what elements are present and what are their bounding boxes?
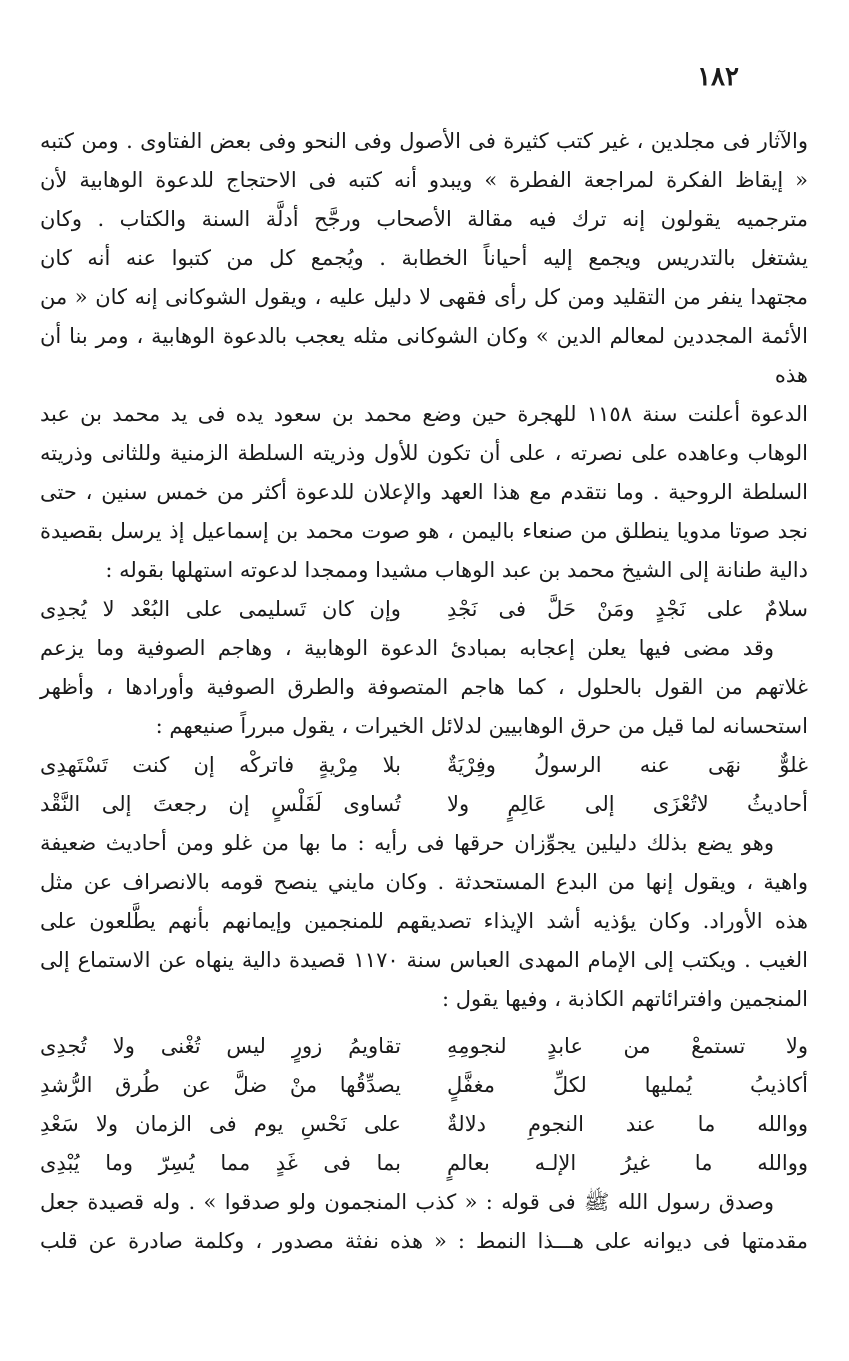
verse-line bbox=[40, 1144, 808, 1183]
verse-second-hemistich: وإن كان تَسليمى على البُعْد لا يُجدِى bbox=[40, 597, 401, 621]
paragraph bbox=[40, 1183, 808, 1261]
verse-second-hemistich: على نَحْسِ يوم فى الزمان ولا سَعْدِ bbox=[40, 1112, 401, 1136]
verse-line bbox=[40, 590, 808, 629]
text-line: استحسانه لما قيل من حرق الوهابيين لدلائل الخيرات ، يقول مبرراً صنيعهم : bbox=[155, 714, 808, 738]
verse-first-hemistich: غلوٌّ نهَى عنه الرسولُ وفِرْيَةٌ bbox=[447, 753, 808, 777]
verse-first-hemistich: ولا تستمعْ من عابدٍ لنجومِهِ bbox=[447, 1034, 808, 1058]
text-line: مجتهدا ينفر من التقليد ومن كل رأى فقهى لا دليل عليه ، ويقول الشوكانى إنه كان « من bbox=[40, 285, 808, 309]
text-line: وصدق رسول الله ﷺ فى قوله : « كذب المنجمون ولو صدقوا » . وله قصيدة جعل bbox=[40, 1190, 774, 1214]
verse-second-hemistich: بما فى غَدٍ مما يُسِرّ وما يُبْدِى bbox=[40, 1151, 401, 1175]
text-line: مقدمتها فى ديوانه على هـــذا النمط : « هذه نفثة مصدور ، وكلمة صادرة عن قلب bbox=[40, 1229, 808, 1253]
verse-line bbox=[40, 746, 808, 785]
paragraph bbox=[40, 629, 808, 746]
text-line: وقد مضى فيها يعلن إعجابه بمبادئ الدعوة الوهابية ، وهاجم الصوفية وما يزعم bbox=[40, 636, 774, 660]
text-line: يشتغل بالتدريس ويجمع إليه أحياناً الخطابة . ويُجمع كل من كتبوا عنه أنه كان bbox=[40, 246, 808, 270]
verse-first-hemistich: ووالله ما غيرُ الإلـه بعالمٍ bbox=[447, 1151, 808, 1175]
text-line: الأئمة المجددين لمعالم الدين » وكان الشوكانى مثله يعجب بالدعوة الوهابية ، ومر بنا أن هذه bbox=[40, 324, 808, 387]
text-line: « إيقاظ الفكرة لمراجعة الفطرة » ويبدو أنه كتبه فى الاحتجاج للدعوة الوهابية لأن bbox=[40, 168, 808, 192]
text-line: الدعوة أعلنت سنة ١١٥٨ للهجرة حين وضع محمد بن سعود يده فى يد محمد بن عبد bbox=[40, 402, 808, 426]
paragraph bbox=[40, 824, 808, 1019]
verse-second-hemistich: بلا مِرْيةٍ فاتركْه إن كنت تَسْتَهدِى bbox=[40, 753, 401, 777]
verse-line bbox=[40, 1066, 808, 1105]
verse-second-hemistich: تقاويمُ زورٍ ليس تُغْنى ولا تُجدِى bbox=[40, 1034, 401, 1058]
verse-line bbox=[40, 1105, 808, 1144]
text-line: غلاتهم من القول بالحلول ، كما هاجم المتصوفة والطرق الصوفية وأورادها ، وأظهر bbox=[40, 675, 808, 699]
verse-line bbox=[40, 1027, 808, 1066]
text-line: مترجميه يقولون إنه ترك فيه مقالة الأصحاب ورجَّح أدلَّة السنة والكتاب . وكان bbox=[40, 207, 808, 231]
verse-first-hemistich: ووالله ما عند النجومِ دلالةٌ bbox=[447, 1112, 808, 1136]
text-line: المنجمين وافترائاتهم الكاذبة ، وفيها يقول : bbox=[441, 987, 808, 1011]
text-line: دالية طنانة إلى الشيخ محمد بن عبد الوهاب مشيدا وممجدا لدعوته استهلها بقوله : bbox=[105, 558, 808, 582]
verse-first-hemistich: أحاديثُ لاتُعْزَى إلى عَالِمٍ ولا bbox=[447, 792, 808, 816]
paragraph bbox=[40, 122, 808, 590]
body-text bbox=[40, 122, 808, 1261]
text-line: الغيب . ويكتب إلى الإمام المهدى العباس سنة ١١٧٠ قصيدة دالية ينهاه عن الاستماع إلى bbox=[40, 948, 809, 972]
text-line: هذه الأوراد. وكان يؤذيه أشد الإيذاء تصديقهم للمنجمين وإيمانهم بأنهم يطَّلعون على bbox=[40, 909, 808, 933]
verse-second-hemistich: يصدِّقُها منْ ضلَّ عن طُرق الرُّشدِ bbox=[40, 1073, 401, 1097]
verse-line bbox=[40, 785, 808, 824]
text-line: والآثار فى مجلدين ، غير كتب كثيرة فى الأصول وفى النحو وفى بعض الفتاوى . ومن كتبه bbox=[40, 129, 808, 153]
verse-first-hemistich: سلامٌ على نَجْدٍ ومَنْ حَلَّ فى نَجْدِ bbox=[447, 597, 808, 621]
text-line: الوهاب وعاهده على نصرته ، على أن تكون للأول وذريته السلطة الزمنية وللثانى وذريته bbox=[40, 441, 808, 465]
verse-second-hemistich: تُساوى لَفَلْسٍ إن رجعتَ إلى النَّقْد bbox=[40, 792, 401, 816]
text-line: السلطة الروحية . وما نتقدم مع هذا العهد والإعلان للدعوة أكثر من خمس سنين ، حتى bbox=[40, 480, 808, 504]
verse-first-hemistich: أكاذيبُ يُمليها لكلِّ مغفَّلٍ bbox=[447, 1073, 808, 1097]
spacer bbox=[40, 1019, 808, 1027]
text-line: وهو يضع بذلك دليلين يجوِّزان حرقها فى رأيه : ما بها من غلو ومن أحاديث ضعيفة bbox=[40, 831, 774, 855]
text-line: واهية ، ويقول إنها من البدع المستحدثة . وكان مايني ينصح قومه بالانصراف عن مثل bbox=[40, 870, 808, 894]
page-number: ١٨٢ bbox=[697, 62, 739, 92]
text-line: نجد صوتا مدويا ينطلق من صنعاء باليمن ، هو صوت محمد بن إسماعيل إذ يرسل بقصيدة bbox=[40, 519, 808, 543]
